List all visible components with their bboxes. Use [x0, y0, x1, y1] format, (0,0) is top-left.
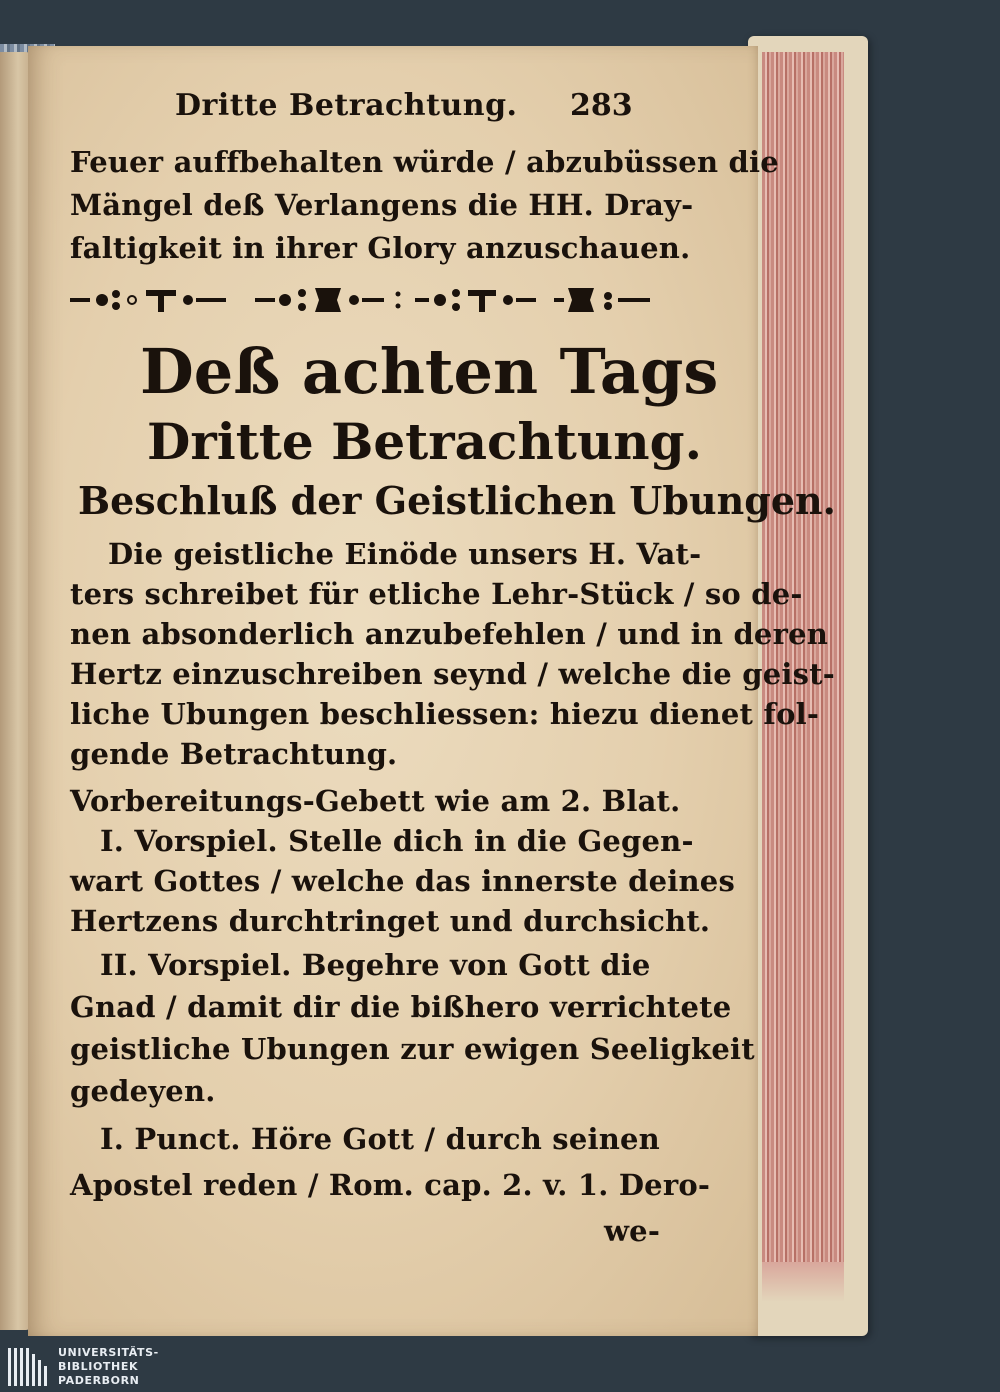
paragraph-line: geistliche Ubungen zur ewigen Seeligkeit	[70, 1032, 755, 1066]
paragraph-line: Die geistliche Einöde unsers H. Vat-	[108, 537, 702, 571]
paragraph-line: gende Betrachtung.	[70, 737, 398, 771]
paragraph-line: I. Punct. Höre Gott / durch seinen	[100, 1122, 660, 1156]
library-name-line: UNIVERSITÄTS-	[58, 1346, 159, 1359]
intro-line: faltigkeit in ihrer Glory anzuschauen.	[70, 231, 691, 265]
paragraph-line: gedeyen.	[70, 1074, 216, 1108]
paragraph-line: I. Vorspiel. Stelle dich in die Gegen-	[100, 824, 694, 858]
previous-page-edge	[0, 52, 30, 1330]
running-header: Dritte Betrachtung.	[175, 88, 518, 123]
paragraph-line: Vorbereitungs-Gebett wie am 2. Blat.	[70, 784, 681, 818]
catchword: we-	[604, 1214, 661, 1248]
library-name-line: PADERBORN	[58, 1374, 140, 1387]
heading-meditation: Dritte Betrachtung.	[147, 412, 702, 471]
page-block-bottom	[762, 1262, 844, 1302]
heading-day: Deß achten Tags	[140, 335, 719, 408]
paragraph-line: Gnad / damit dir die bißhero verrichtete	[70, 990, 732, 1024]
library-name-line: BIBLIOTHEK	[58, 1360, 139, 1373]
paragraph-line: Apostel reden / Rom. cap. 2. v. 1. Dero-	[70, 1168, 711, 1202]
intro-line: Feuer auffbehalten würde / abzubüssen die	[70, 145, 779, 179]
paragraph-line: ters schreibet für etliche Lehr-Stück / so de-	[70, 577, 803, 611]
paragraph-line: Hertzens durchtringet und durchsicht.	[70, 904, 711, 938]
heading-subject: Beschluß der Geistlichen Ubungen.	[78, 478, 836, 523]
paragraph-line: liche Ubungen beschliessen: hiezu dienet fol-	[70, 697, 820, 731]
paragraph-line: II. Vorspiel. Begehre von Gott die	[100, 948, 651, 982]
paragraph-line: wart Gottes / welche das innerste deines	[70, 864, 735, 898]
page-number: 283	[570, 88, 633, 123]
paragraph-line: Hertz einzuschreiben seynd / welche die geist-	[70, 657, 835, 691]
intro-line: Mängel deß Verlangens die HH. Dray-	[70, 188, 694, 222]
printer-ornament	[70, 282, 650, 318]
paragraph-line: nen absonderlich anzubefehlen / und in deren	[70, 617, 828, 651]
library-logo-icon	[6, 1344, 48, 1390]
